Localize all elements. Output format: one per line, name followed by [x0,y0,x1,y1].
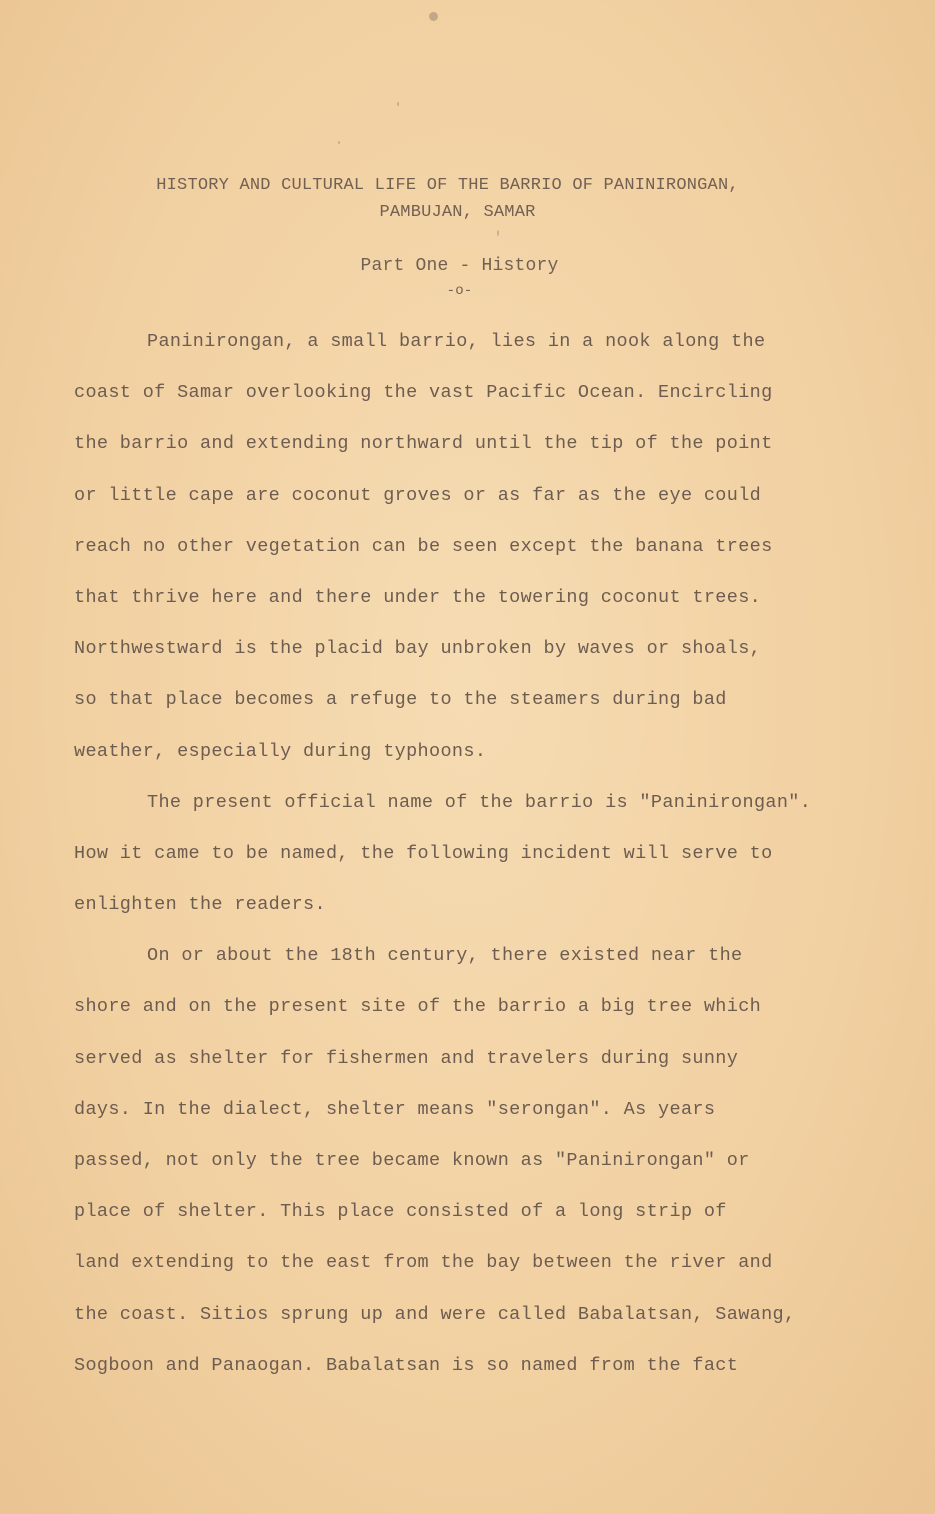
body-line: passed, not only the tree became known as "Paninirongan" or [74,1150,750,1171]
document-title-line-1: HISTORY AND CULTURAL LIFE OF THE BARRIO OF PANINIRONGAN, [156,176,739,195]
ink-smudge [429,12,438,21]
body-line: land extending to the east from the bay between the river and [74,1252,773,1274]
body-line: Northwestward is the placid bay unbroken by waves or shoals, [74,638,762,660]
body-line: On or about the 18th century, there existed near the [147,945,743,967]
body-line: weather, especially during typhoons. [74,740,487,762]
body-line: Paninirongan, a small barrio, lies in a nook along the [147,331,766,352]
body-line: The present official name of the barrio is "Paninirongan". [147,791,812,813]
body-text [74,316,894,1391]
document-title-line-2: PAMBUJAN, SAMAR [379,203,536,222]
body-line: shore and on the present site of the barrio a big tree which [74,996,762,1018]
ink-speck [497,230,499,236]
body-line: enlighten the readers. [74,894,326,916]
body-line: the coast. Sitios sprung up and were called Babalatsan, Sawang, [74,1303,796,1325]
body-line: Sogboon and Panaogan. Babalatsan is so named from the fact [74,1354,739,1376]
body-line: or little cape are coconut groves or as far as the eye could [74,484,762,506]
body-line: the barrio and extending northward until the tip of the point [74,433,773,455]
ink-speck [338,141,340,144]
body-line: How it came to be named, the following incident will serve to [74,842,773,864]
section-separator: -o- [446,283,473,299]
body-line: place of shelter. This place consisted of a long strip of [74,1201,727,1223]
body-line: that thrive here and there under the towering coconut trees. [74,586,762,608]
body-line: days. In the dialect, shelter means "serongan". As years [74,1098,716,1120]
part-heading: Part One - History [360,256,559,276]
body-line: so that place becomes a refuge to the steamers during bad [74,689,727,711]
body-line: coast of Samar overlooking the vast Pacific Ocean. Encircling [74,382,773,404]
body-line: reach no other vegetation can be seen except the banana trees [74,535,773,557]
body-line: served as shelter for fishermen and travelers during sunny [74,1047,739,1069]
ink-speck [397,102,399,106]
